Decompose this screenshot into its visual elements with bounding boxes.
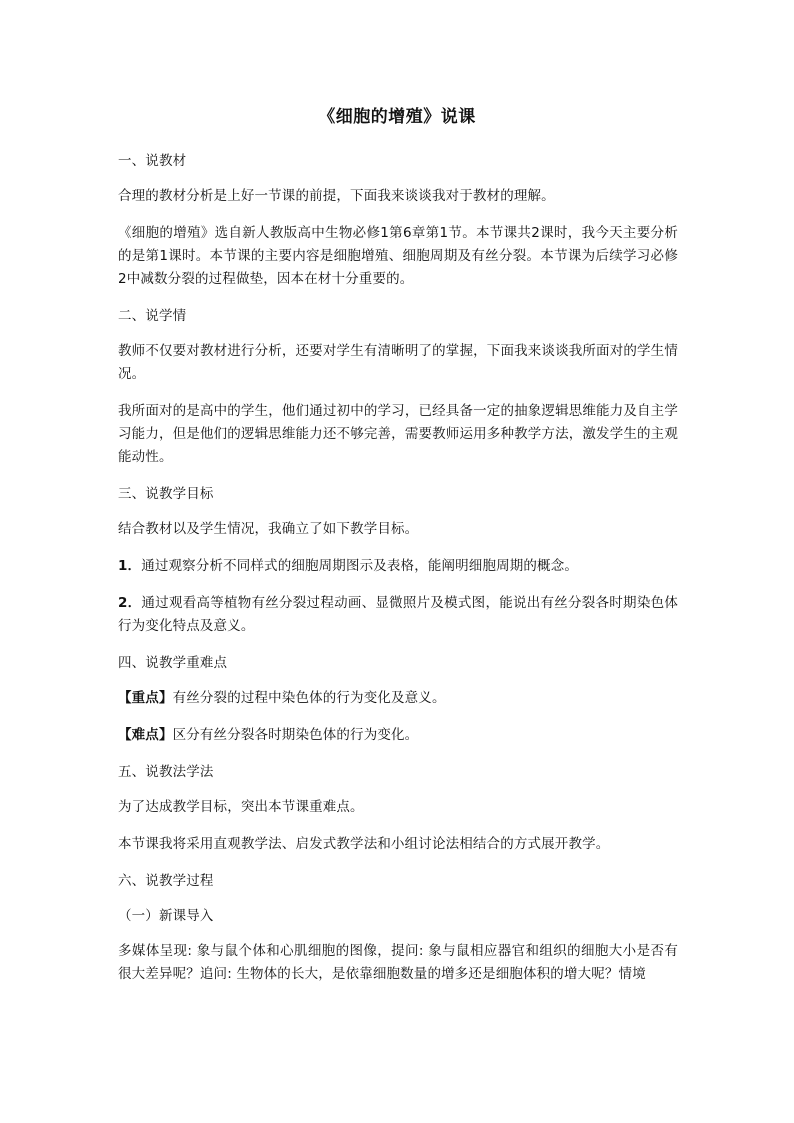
paragraph: 多媒体呈现: 象与鼠个体和心肌细胞的图像，提问: 象与鼠相应器官和组织的细胞大小是否有很大差异呢？追问: 生物体的长大，是依靠细胞数量的增多还是细胞体积的增大呢？情境 — [118, 943, 678, 982]
section-heading-goals: 三、说教学目标 — [118, 486, 214, 502]
document-body — [118, 150, 678, 986]
paragraph: 教师不仅要对教材进行分析，还要对学生有清晰明了的掌握，下面我来谈谈我所面对的学生情况。 — [118, 343, 678, 382]
difficult-point — [118, 724, 678, 747]
goal-item — [118, 555, 678, 578]
difficult-label: 【难点】 — [118, 727, 173, 743]
document-title: 《细胞的增殖》说课 — [318, 107, 476, 127]
goal-number: 1． — [118, 558, 142, 574]
key-text: 有丝分裂的过程中染色体的行为变化及意义。 — [172, 690, 446, 706]
section-heading-process: 六、说教学过程 — [118, 873, 214, 889]
section-heading-students: 二、说学情 — [118, 308, 187, 324]
section-heading-methods: 五、说教法学法 — [118, 764, 214, 780]
key-point — [118, 687, 678, 710]
goal-text: 通过观看高等植物有丝分裂过程动画、显微照片及模式图，能说出有丝分裂各时期染色体行为变化特点及意义。 — [118, 595, 678, 634]
paragraph: 结合教材以及学生情况，我确立了如下教学目标。 — [118, 521, 419, 537]
paragraph: 《细胞的增殖》选自新人教版高中生物必修1第6章第1节。本节课共2课时，我今天主要分析的是第1课时。本节课的主要内容是细胞增殖、细胞周期及有丝分裂。本节课为后续学习必修2中减数分裂的过程做垫，因本在材十分重要的。 — [118, 225, 678, 287]
goal-item — [118, 592, 678, 638]
section-heading-textbook: 一、说教材 — [118, 153, 187, 169]
goal-number: 2． — [118, 595, 142, 611]
subsection-heading-intro: （一）新课导入 — [118, 908, 214, 924]
section-heading-keypoints: 四、说教学重难点 — [118, 655, 228, 671]
paragraph: 我所面对的是高中的学生，他们通过初中的学习，已经具备一定的抽象逻辑思维能力及自主学习能力，但是他们的逻辑思维能力还不够完善，需要教师运用多种教学方法，激发学生的主观能动性。 — [118, 403, 678, 465]
goal-text: 通过观察分析不同样式的细胞周期图示及表格，能阐明细胞周期的概念。 — [141, 558, 579, 574]
paragraph: 为了达成教学目标，突出本节课重难点。 — [118, 799, 364, 815]
key-label: 【重点】 — [118, 690, 173, 706]
paragraph: 合理的教材分析是上好一节课的前提，下面我来谈谈我对于教材的理解。 — [118, 188, 555, 204]
difficult-text: 区分有丝分裂各时期染色体的行为变化。 — [172, 727, 419, 743]
paragraph: 本节课我将采用直观教学法、启发式教学法和小组讨论法相结合的方式展开教学。 — [118, 836, 610, 852]
